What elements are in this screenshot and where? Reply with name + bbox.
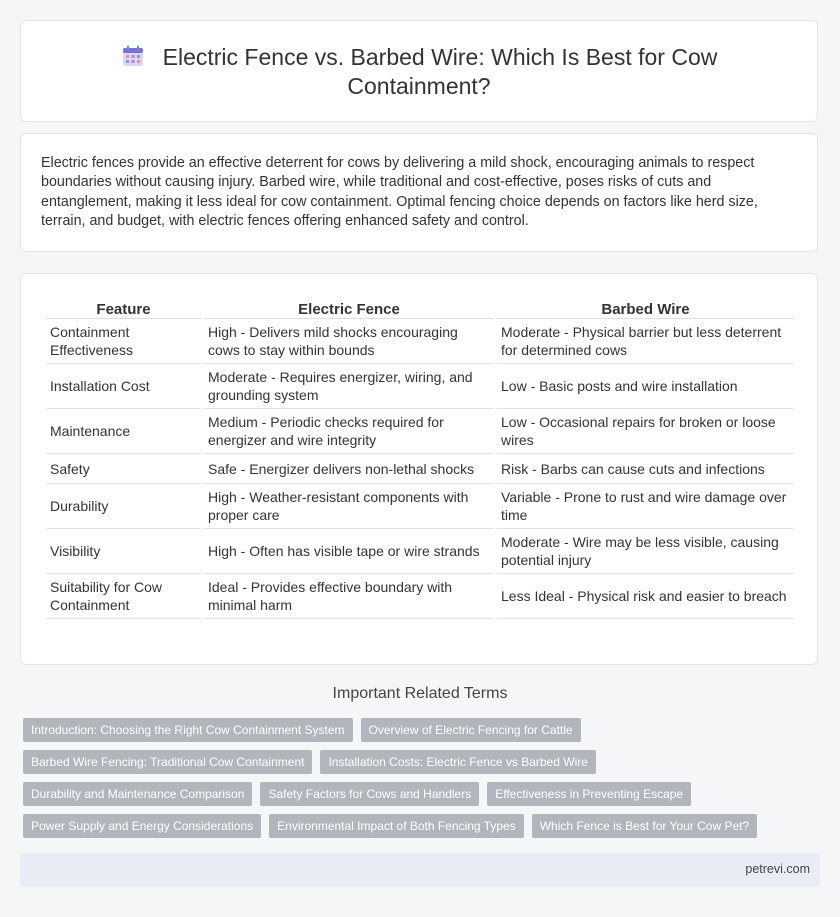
calendar-icon xyxy=(121,44,145,68)
table-row xyxy=(46,484,794,529)
comparison-table xyxy=(43,296,797,619)
table-cell: Suitability for Cow Containment xyxy=(46,574,201,619)
table-cell: Safe - Energizer delivers non-lethal shocks xyxy=(204,454,494,484)
table-cell: Low - Occasional repairs for broken or loose wires xyxy=(497,409,794,454)
tag-row xyxy=(23,782,823,806)
tag-row xyxy=(23,718,823,742)
title-line-2: Containment? xyxy=(347,73,491,99)
related-term-tag[interactable]: Durability and Maintenance Comparison xyxy=(23,782,252,806)
related-term-tag[interactable]: Safety Factors for Cows and Handlers xyxy=(260,782,479,806)
related-terms-title: Important Related Terms xyxy=(332,685,508,702)
related-terms-tags xyxy=(23,718,823,846)
page-title xyxy=(21,43,817,101)
header-electric-fence: Electric Fence xyxy=(204,296,494,319)
table-cell: Moderate - Wire may be less visible, causing potential injury xyxy=(497,529,794,574)
table-row xyxy=(46,409,794,454)
related-term-tag[interactable]: Barbed Wire Fencing: Traditional Cow Containment xyxy=(23,750,312,774)
related-term-tag[interactable]: Environmental Impact of Both Fencing Types xyxy=(269,814,524,838)
table-cell: Low - Basic posts and wire installation xyxy=(497,364,794,409)
table-cell: Risk - Barbs can cause cuts and infections xyxy=(497,454,794,484)
tag-row xyxy=(23,750,823,774)
table-row xyxy=(46,454,794,484)
table-cell: Ideal - Provides effective boundary with minimal harm xyxy=(204,574,494,619)
table-cell: High - Delivers mild shocks encouraging cows to stay within bounds xyxy=(204,319,494,364)
related-term-tag[interactable]: Introduction: Choosing the Right Cow Containment System xyxy=(23,718,353,742)
related-term-tag[interactable]: Power Supply and Energy Considerations xyxy=(23,814,261,838)
footer-site-link[interactable]: petrevi.com xyxy=(745,862,810,876)
table-cell: Variable - Prone to rust and wire damage over time xyxy=(497,484,794,529)
table-cell: Less Ideal - Physical risk and easier to breach xyxy=(497,574,794,619)
header-barbed-wire: Barbed Wire xyxy=(497,296,794,319)
related-term-tag[interactable]: Which Fence is Best for Your Cow Pet? xyxy=(532,814,757,838)
table-cell: High - Often has visible tape or wire strands xyxy=(204,529,494,574)
table-row xyxy=(46,319,794,364)
table-cell: Maintenance xyxy=(46,409,201,454)
title-line-1: Electric Fence vs. Barbed Wire: Which Is Best for Cow xyxy=(162,44,718,70)
footer xyxy=(20,853,820,887)
table-cell: Installation Cost xyxy=(46,364,201,409)
table-cell: Safety xyxy=(46,454,201,484)
comparison-card xyxy=(20,273,818,665)
table-cell: Moderate - Physical barrier but less deterrent for determined cows xyxy=(497,319,794,364)
intro-paragraph: Electric fences provide an effective deterrent for cows by delivering a mild shock, encouraging animals to respect boundaries without causing injury. Barbed wire, while traditional and cost-effective, poses risks of cuts and entanglement, making it less ideal for cow containment. Optimal fencing choice depends on factors like herd size, terrain, and budget, with electric fences offering enhanced safety and control. xyxy=(41,155,758,230)
table-row xyxy=(46,529,794,574)
related-term-tag[interactable]: Effectiveness in Preventing Escape xyxy=(487,782,691,806)
table-cell: Durability xyxy=(46,484,201,529)
table-row xyxy=(46,574,794,619)
title-card xyxy=(20,20,818,122)
table-cell: Moderate - Requires energizer, wiring, and grounding system xyxy=(204,364,494,409)
table-header-row xyxy=(46,296,794,319)
related-term-tag[interactable]: Overview of Electric Fencing for Cattle xyxy=(361,718,581,742)
intro-card xyxy=(20,133,818,252)
header-feature: Feature xyxy=(46,296,201,319)
table-cell: Visibility xyxy=(46,529,201,574)
related-term-tag[interactable]: Installation Costs: Electric Fence vs Barbed Wire xyxy=(320,750,595,774)
table-cell: Medium - Periodic checks required for energizer and wire integrity xyxy=(204,409,494,454)
table-cell: Containment Effectiveness xyxy=(46,319,201,364)
table-cell: High - Weather-resistant components with proper care xyxy=(204,484,494,529)
table-row xyxy=(46,364,794,409)
tag-row xyxy=(23,814,823,838)
